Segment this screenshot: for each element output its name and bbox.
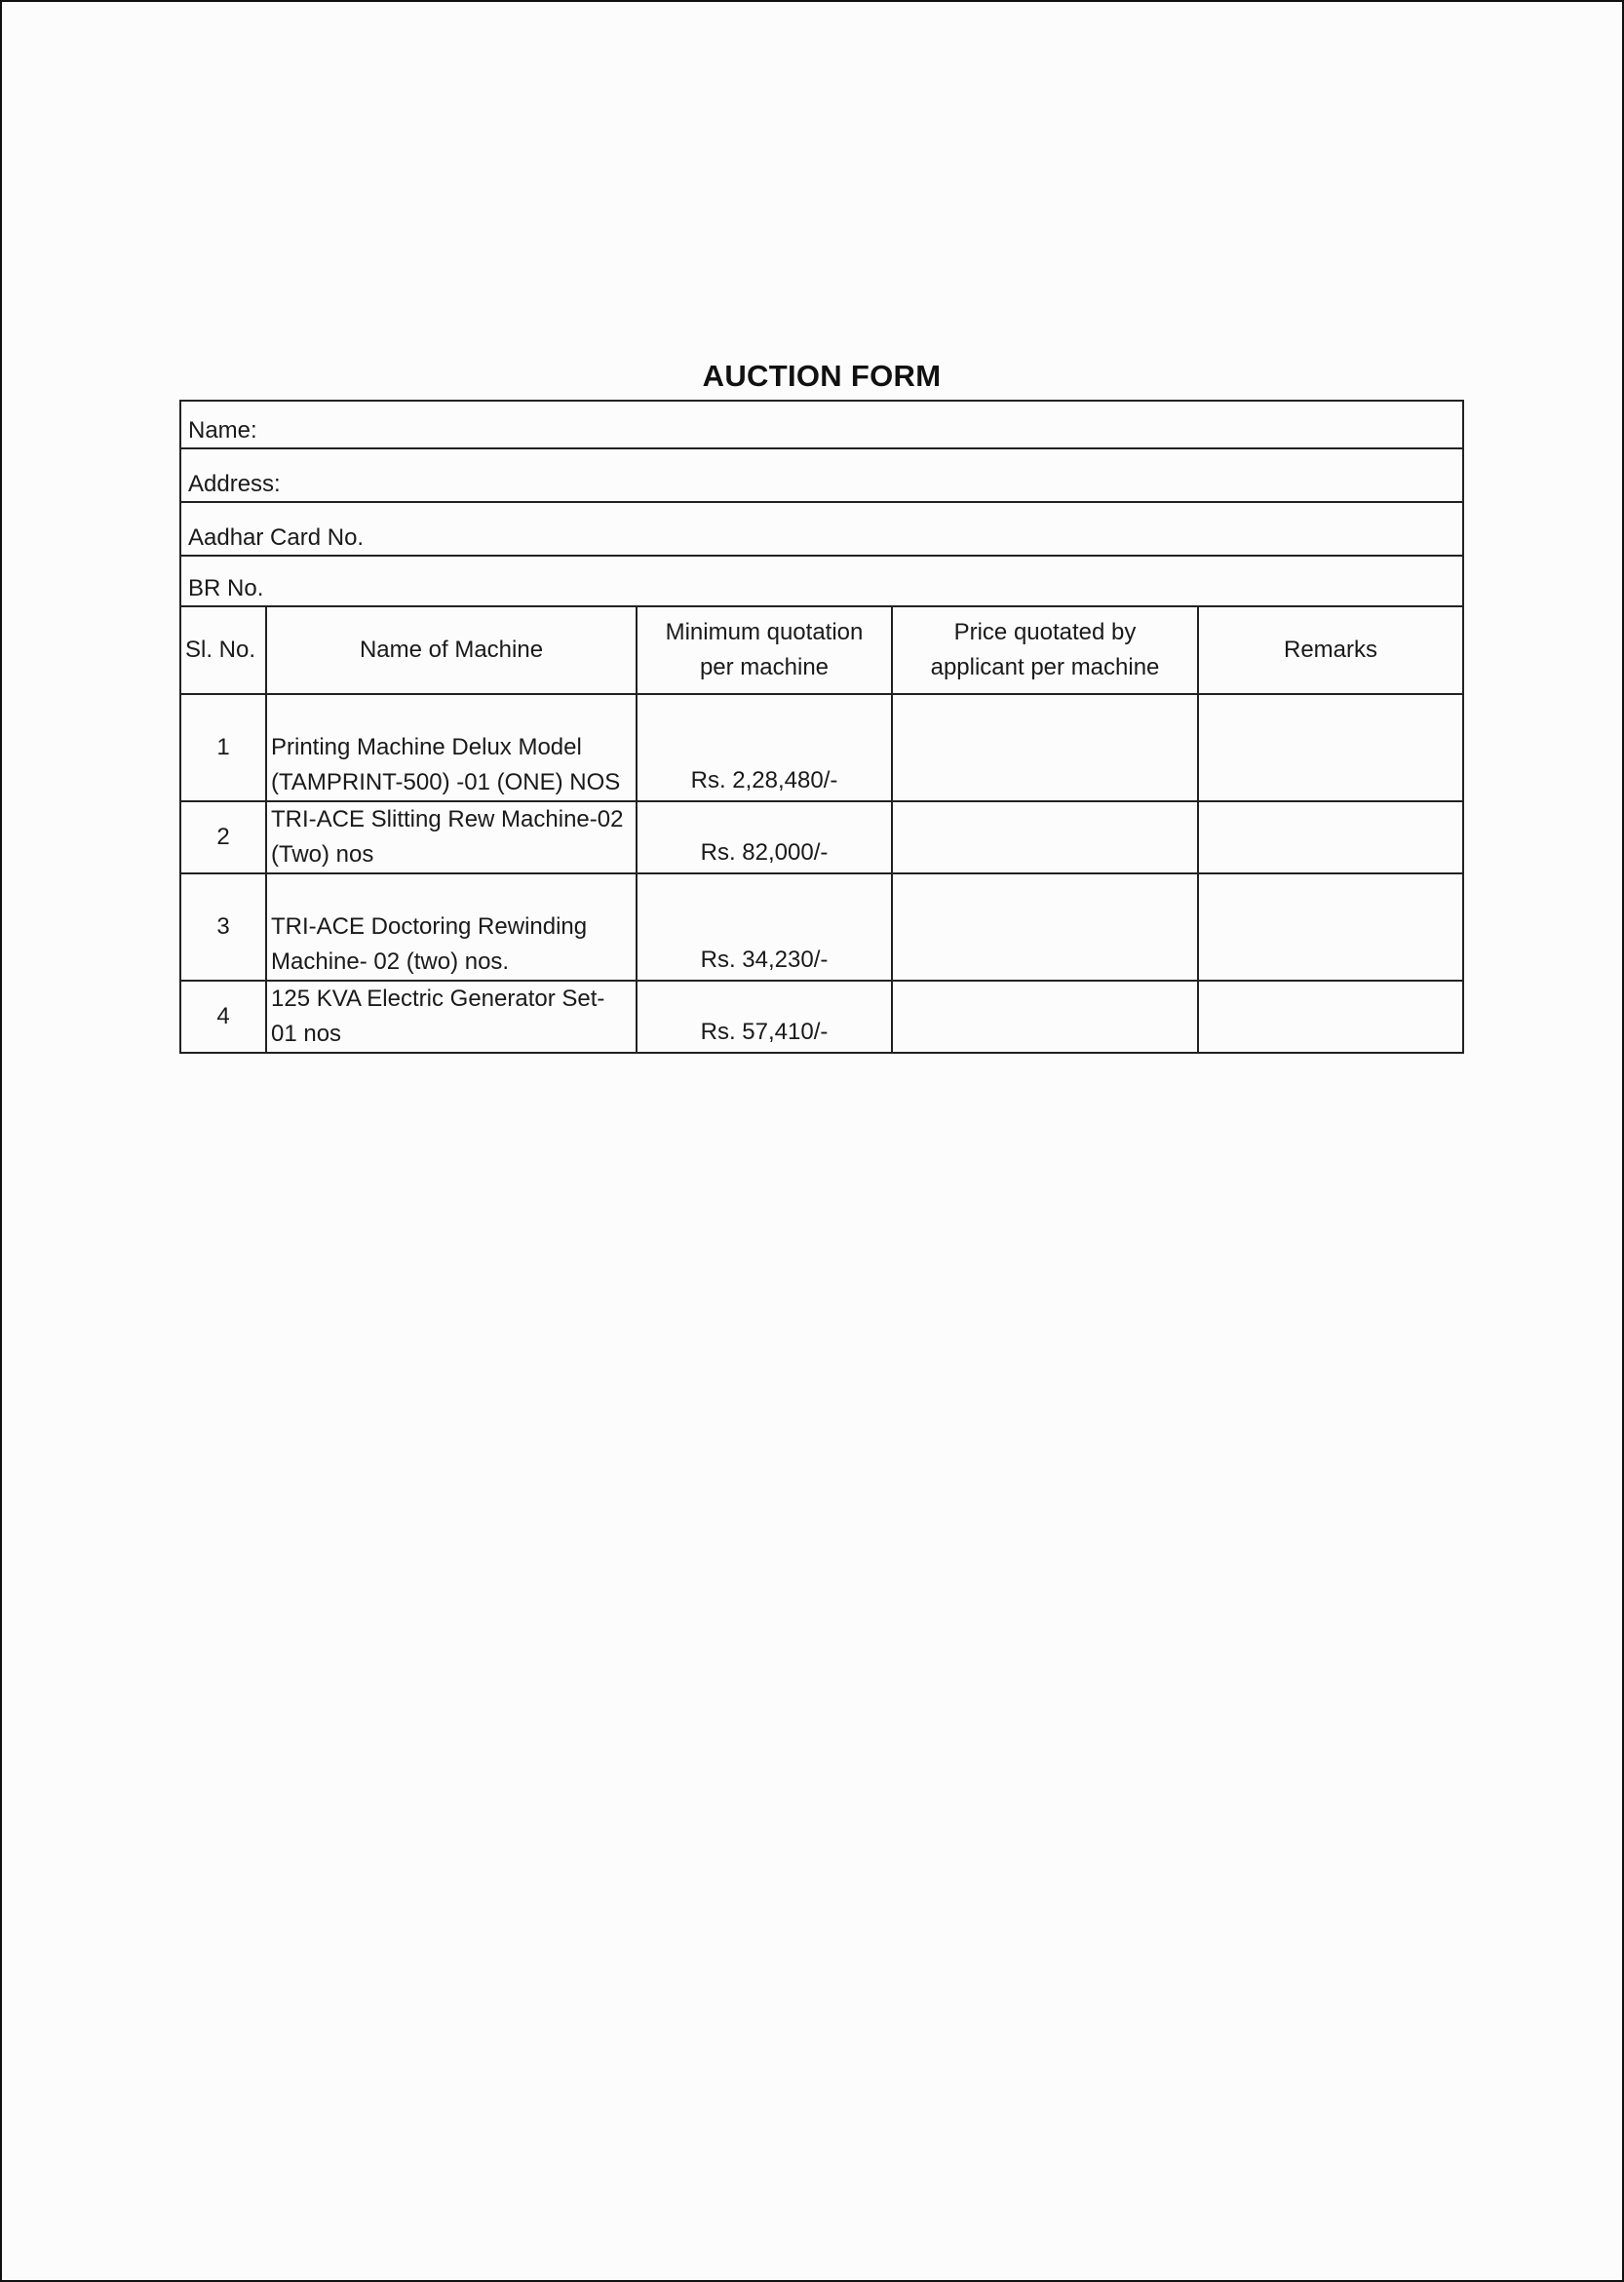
row-3-sl: 3 [180, 873, 266, 981]
header-sl-no: Sl. No. [180, 606, 266, 694]
row-3-min-quotation: Rs. 34,230/- [637, 873, 892, 981]
row-4-machine [266, 981, 637, 1053]
table-header-row [180, 606, 1463, 694]
header-machine-name: Name of Machine [266, 606, 637, 694]
row-3-price-quoted-input[interactable] [892, 873, 1198, 981]
table-row [180, 981, 1463, 1053]
name-row [180, 401, 1463, 448]
row-1-machine-line1: Printing Machine Delux Model [271, 734, 582, 760]
row-2-machine-line1: TRI-ACE Slitting Rew Machine-02 [271, 806, 624, 832]
table-row [180, 801, 1463, 873]
row-4-machine-line1: 125 KVA Electric Generator Set- [271, 986, 605, 1012]
row-2-sl: 2 [180, 801, 266, 873]
name-field[interactable] [180, 401, 1463, 448]
form-title: AUCTION FORM [702, 359, 942, 393]
row-2-remarks-input[interactable] [1198, 801, 1463, 873]
table-row [180, 873, 1463, 981]
header-min-quotation [637, 606, 892, 694]
row-1-min-quotation: Rs. 2,28,480/- [637, 694, 892, 801]
row-1-machine [266, 694, 637, 801]
name-label: Name: [188, 417, 257, 444]
aadhar-field[interactable] [180, 502, 1463, 556]
br-label: BR No. [188, 575, 264, 601]
header-min-quotation-line2: per machine [699, 654, 830, 680]
row-1-machine-line2: (TAMPRINT-500) -01 (ONE) NOS [271, 769, 621, 795]
row-1-price-quoted-input[interactable] [892, 694, 1198, 801]
br-field[interactable] [180, 556, 1463, 606]
address-label: Address: [188, 471, 281, 497]
row-2-machine [266, 801, 637, 873]
aadhar-row [180, 502, 1463, 556]
header-min-quotation-line1: Minimum quotation [665, 619, 864, 645]
header-price-quoted-line2: applicant per machine [930, 654, 1160, 680]
row-2-min-quotation: Rs. 82,000/- [637, 801, 892, 873]
row-4-sl: 4 [180, 981, 266, 1053]
row-1-remarks-input[interactable] [1198, 694, 1463, 801]
row-4-remarks-input[interactable] [1198, 981, 1463, 1053]
row-3-machine [266, 873, 637, 981]
aadhar-label: Aadhar Card No. [188, 524, 365, 551]
table-row [180, 694, 1463, 801]
row-4-price-quoted-input[interactable] [892, 981, 1198, 1053]
header-price-quoted [892, 606, 1198, 694]
row-4-min-quotation: Rs. 57,410/- [637, 981, 892, 1053]
br-row [180, 556, 1463, 606]
header-price-quoted-line1: Price quotated by [953, 619, 1137, 645]
auction-form-table [179, 400, 1464, 1054]
row-3-machine-line2: Machine- 02 (two) nos. [271, 948, 510, 975]
row-2-price-quoted-input[interactable] [892, 801, 1198, 873]
row-3-remarks-input[interactable] [1198, 873, 1463, 981]
row-1-sl: 1 [180, 694, 266, 801]
row-3-machine-line1: TRI-ACE Doctoring Rewinding [271, 913, 588, 940]
header-remarks: Remarks [1198, 606, 1463, 694]
address-row [180, 448, 1463, 502]
address-field[interactable] [180, 448, 1463, 502]
row-4-machine-line2: 01 nos [271, 1021, 342, 1047]
row-2-machine-line2: (Two) nos [271, 841, 374, 868]
